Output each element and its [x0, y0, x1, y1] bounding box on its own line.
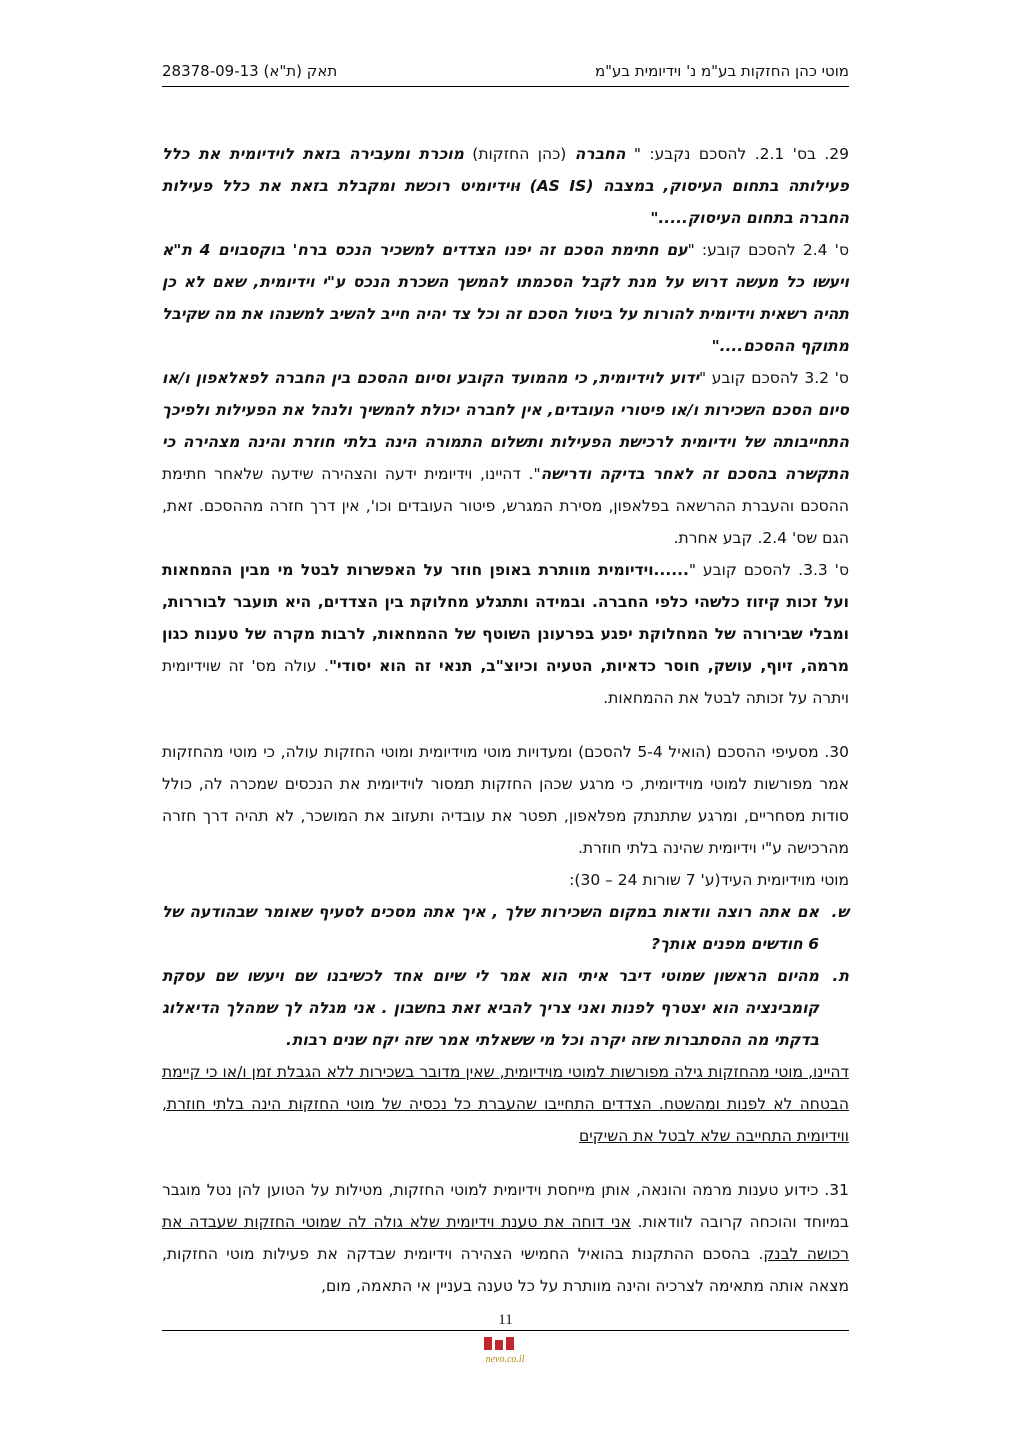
section-2-4 — [162, 234, 849, 362]
s32-text-a: ס' 3.2 להסכם קובע " — [699, 369, 849, 387]
s33-text-c: . עולה מס' זה שוידיומית ויתרה על זכותה לבטל את ההמחאות. — [162, 657, 849, 707]
footer-rule — [162, 1330, 849, 1331]
paragraph-31 — [162, 1174, 849, 1302]
testimony-intro: מוטי מוידיומית העיד(ע' 7 שורות 24 – 30): — [569, 871, 849, 889]
p29-text-d: מוכרת ומעבירה בזאת לוידיומית את כלל פעילותה בתחום העיסוק, במצבה ( — [162, 145, 849, 195]
p31-text-c: . בהסכם ההתקנות בהואיל החמישי הצהירה וידיומית שבדקה את פעילות מוטי החזקות, מצאה אותה מתאימה לצרכיה והינה מוותרת על כל טענה בעניין אי התאמה, מום, — [162, 1245, 849, 1295]
p29-text-e: AS IS — [536, 177, 587, 195]
p29-text-c: (כהן החזקות) — [463, 145, 575, 163]
s32-text-c: ". דהיינו, וידיומית ידעה והצהירה שידעה שלאחר חתימת ההסכם והעברת ההרשאה בפלאפון, מסירת המגרש, פיטור העובדים וכו', אין דרך חזרה מההסכם. זאת, הגם שס' 2.4. קבע אחרת. — [162, 465, 849, 547]
header-case-number: תאק (ת"א) 28378-09-13 — [162, 62, 338, 80]
header-case-title: מוטי כהן החזקות בע"מ נ' וידיומית בע"מ — [594, 62, 849, 80]
logo-bar-3 — [506, 1337, 514, 1350]
p31-underlined: אני דוחה את טענת וידיומית שלא גולה לה שמוטי החזקות שעבדה את רכושה לבנק — [162, 1213, 850, 1263]
document-body — [162, 138, 849, 1302]
testimony-question — [162, 896, 849, 960]
page-header — [162, 60, 849, 87]
s24-quote: עם חתימת הסכם זה יפנו הצדדים למשכיר הנכס ברח' בוקסבוים 4 ת"א ויעשו כל מעשה דרוש על מנת לקבל הסכמתו להמשך השכרת הנכס ע"י וידיומית, שאם לא כן תהיה רשאית וידיומית להורות על ביטול הסכם זה וכל צד יהיה חייב להשיב למשנהו את מה שקיבל מתוקף ההסכם...." — [162, 241, 849, 355]
p31-text-a: 31. כידוע טענות מרמה והונאה, אותן מייחסת וידיומית למוטי החזקות, מטילות על הטוען להן נטל מוגבר במיוחד והוכחה קרובה לוודאות. — [162, 1181, 850, 1231]
logo-text: nevo.co.il — [485, 1354, 525, 1365]
section-3-3 — [162, 554, 849, 714]
p29-text-f: ) וּוידיומיט רוכשת ומקבלת בזאת את כלל פעילות החברה בתחום העיסוק....." — [162, 177, 849, 227]
question-mark: ש. — [831, 903, 849, 921]
testimony-answer — [162, 960, 849, 1056]
p29-text-a: 29. בס' 2.1. להסכם נקבע: " — [625, 145, 850, 163]
paragraph-29 — [162, 138, 849, 234]
p29-text-b: החברה — [574, 145, 626, 163]
page-number: 11 — [498, 1312, 513, 1328]
s33-text-a: ס' 3.3. להסכם קובע " — [688, 561, 849, 579]
answer-mark: ת. — [832, 967, 849, 985]
s32-quote: ידוע לוידיומית, כי מהמועד הקובע וסיום ההסכם בין החברה לפאלאפון ו/או סיום הסכם השכירות ו/או פיטורי העובדים, אין לחברה יכולת להמשיך ולנהל את הפעילות ולפיכך התחייבותה של וידיומית לרכישת הפעילות ותשלום התמורה הינה בלתי חוזרת והינה מצהירה כי התקשרה בהסכם זה לאחר בדיקה ודרישה — [162, 369, 849, 483]
logo-bar-1 — [484, 1337, 492, 1350]
logo-bar-2 — [495, 1340, 503, 1350]
testimony-conclusion: דהיינו, מוטי מהחזקות גילה מפורשות למוטי מוידיומית, שאין מדובר בשכירות ללא הגבלת זמן ו/או כי קיימת הבטחה לא לפנות ומהשטח. הצדדים התחייבו שהעברת כל נכסיה של מוטי החזקות הינה בלתי חוזרת, ווידיומית התחייבה שלא לבטל את השיקים — [162, 1063, 849, 1145]
question-text: אם אתה רוצה וודאות במקום השכירות שלך , איך אתה מסכים לסעיף שאומר שבהודעה של 6 חודשים מפנים אותך? — [162, 903, 819, 953]
spacer — [162, 1152, 849, 1174]
answer-text: מהיום הראשון שמוטי דיבר איתי הוא אמר לי שיום אחד לכשיבנו שם ויעשו שם עסקת קומבינציה הוא יצטרף לפנות ואני צריך להביא זאת בחשבון . אני מגלה לך שמהלך הדיאלוג בדקתי מה ההסתברות שזה יקרה וכל מי ששאלתי אמר שזה יקח שנים רבות. — [162, 967, 819, 1049]
spacer — [162, 714, 849, 736]
paragraph-30: 30. מסעיפי ההסכם (הואיל 5-4 להסכם) ומעדויות מוטי מוידיומית ומוטי החזקות עולה, כי מוטי מהחזקות אמר מפורשות למוטי מוידיומית, כי מרגע שכהן החזקות תמסור לוידיומית את הנכסים שמכרה לה, כולל סודות מסחריים, ומרגע שתתנתק מפלאפון, תפטר את עובדיה ותעזוב את המושכר, לא תהיה דרך חזרה מהרכישה ע"י וידיומית שהינה בלתי חוזרת. — [162, 743, 849, 857]
section-3-2 — [162, 362, 849, 554]
s33-quote: ......וידיומית מוותרת באופן חוזר על האפשרות לבטל מי מבין ההמחאות ועל זכות קיזוז כלשהי כלפי החברה. ובמידה ותתגלע מחלוקת בין הצדדים, היא תועבר לבוררות, ומבלי שבירורה של המחלוקת יפגע בפרעונן השוטף של ההמחאות, לרבות מקרה של טענות כגון מרמה, זיוף, עושק, חוסר כדאיות, הטעיה וכיוצ"ב, תנאי זה הוא יסודי" — [162, 561, 850, 675]
s24-text-a: ס' 2.4 להסכם קובע: " — [687, 241, 849, 259]
nevo-logo — [470, 1336, 540, 1366]
